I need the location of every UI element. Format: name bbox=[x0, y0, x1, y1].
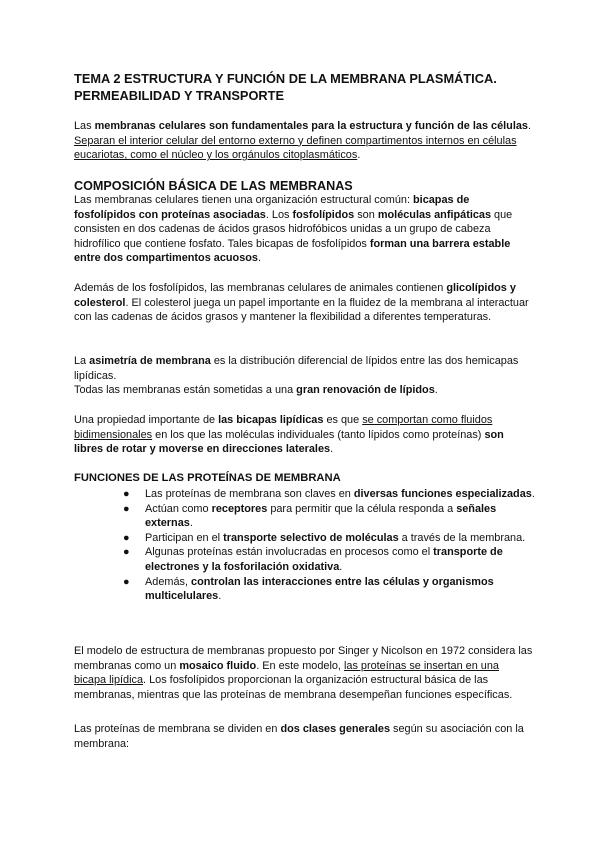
modelo-paragraph bbox=[74, 644, 534, 702]
para-text: Todas las membranas están sometidas a una bbox=[74, 384, 297, 397]
para-text: Las membranas celulares tienen una organización estructural común: bbox=[74, 194, 414, 206]
para-text: Las proteínas de membrana se dividen en bbox=[74, 723, 281, 735]
para-text: es que bbox=[323, 414, 363, 426]
para-bold: glicolípidos y colesterol bbox=[74, 282, 516, 309]
item-text: para permitir que la célula responda a bbox=[267, 502, 457, 515]
composicion-paragraph-3 bbox=[74, 354, 532, 398]
para-bold: forman una barrera estable entre dos compartimentos acuosos bbox=[74, 237, 511, 265]
para-bold: las bicapas lipídicas bbox=[218, 414, 324, 426]
para-text: . Los fosfolípidos proporcionan la organización estructural básica de las membranas, mientras que las proteínas de membrana desempeñan funciones específicas. bbox=[74, 674, 513, 701]
para-text: Además de los fosfolípidos, las membranas celulares de animales contienen bbox=[74, 282, 447, 294]
clases-paragraph bbox=[74, 722, 534, 751]
bullet-icon: ● bbox=[123, 546, 130, 559]
title-line-2: PERMEABILIDAD Y TRANSPORTE bbox=[74, 88, 284, 103]
section-heading-composicion: COMPOSICIÓN BÁSICA DE LAS MEMBRANAS bbox=[74, 179, 353, 193]
bullet-icon: ● bbox=[123, 502, 130, 515]
item-bold: receptores bbox=[211, 502, 268, 515]
item-bold: diversas funciones especializadas bbox=[353, 488, 532, 500]
para-bold: dos clases generales bbox=[280, 723, 391, 735]
para-text: según su asociación con la membrana: bbox=[74, 723, 524, 750]
para-bold: son libres de rotar y moverse en direcciones laterales bbox=[74, 428, 504, 456]
item-text: a través de la membrana. bbox=[398, 531, 526, 544]
para-underline: se comportan como fluidos bidimensionales bbox=[74, 414, 493, 441]
para-underline: las proteínas se insertan en una bicapa lipídica bbox=[74, 659, 499, 687]
intro-underline: Separan el interior celular del entorno externo y definen compartimentos internos en células eucariotas, como el núcleo y los orgánulos citoplasmáticos bbox=[74, 134, 517, 162]
funciones-list bbox=[74, 487, 534, 604]
para-text: El modelo de estructura de membranas propuesto por Singer y Nicolson en 1972 considera las membranas como un bbox=[74, 645, 533, 672]
item-text: . bbox=[189, 517, 193, 530]
composicion-paragraph-2 bbox=[74, 281, 534, 325]
para-text: . bbox=[434, 384, 438, 397]
section-heading-funciones: FUNCIONES DE LAS PROTEÍNAS DE MEMBRANA bbox=[74, 472, 341, 484]
intro-paragraph bbox=[74, 119, 536, 163]
para-line bbox=[74, 383, 532, 398]
list-item bbox=[74, 575, 535, 604]
para-text: es la distribución diferencial de lípidos entre las dos hemicapas lipídicas. bbox=[74, 355, 519, 382]
bullet-icon: ● bbox=[123, 488, 130, 500]
item-text: . bbox=[531, 488, 535, 500]
intro-text: Las bbox=[74, 120, 95, 132]
item-text: Además, bbox=[145, 575, 192, 588]
para-bold: asimetría de membrana bbox=[89, 355, 211, 367]
para-text: . bbox=[330, 443, 334, 456]
bullet-icon: ● bbox=[123, 575, 130, 588]
para-line bbox=[74, 354, 532, 383]
para-bold: mosaico fluido bbox=[179, 659, 257, 672]
para-text: que consisten en dos cadenas de ácidos grasos hidrofóbicos unidas a un grupo de cabeza hidrofílico que contiene fosfato. Tales bicapas de fosfolípidos bbox=[74, 208, 513, 250]
item-text: Algunas proteínas están involucradas en procesos como el bbox=[145, 546, 434, 559]
item-bold: transporte selectivo de moléculas bbox=[223, 531, 399, 544]
item-bold: señales externas bbox=[145, 502, 497, 530]
para-bold: bicapas de fosfolípidos con proteínas asociadas bbox=[74, 194, 470, 221]
para-text: en los que las moléculas individuales (tanto lípidos como proteínas) bbox=[152, 428, 485, 441]
list-item bbox=[74, 545, 535, 574]
para-text: . Los bbox=[265, 208, 293, 221]
page-title bbox=[74, 70, 544, 104]
item-bold: controlan las interacciones entre las células y organismos multicelulares bbox=[145, 575, 494, 603]
para-text: . En este modelo, bbox=[256, 659, 344, 672]
intro-bold: membranas celulares son fundamentales para la estructura y función de las células bbox=[94, 120, 528, 132]
intro-text: . bbox=[357, 149, 361, 162]
para-bold: fosfolípidos bbox=[292, 208, 355, 221]
list-item bbox=[74, 531, 535, 546]
bullet-icon: ● bbox=[123, 531, 130, 544]
composicion-paragraph-4 bbox=[74, 413, 534, 457]
item-text: Participan en el bbox=[145, 531, 224, 544]
list-item bbox=[74, 487, 535, 502]
list-item bbox=[74, 502, 535, 531]
title-line-1: TEMA 2 ESTRUCTURA Y FUNCIÓN DE LA MEMBRANA PLASMÁTICA. bbox=[74, 71, 497, 86]
composicion-paragraph-1 bbox=[74, 193, 532, 266]
para-bold: moléculas anfipáticas bbox=[377, 208, 492, 221]
item-bold: transporte de electrones y la fosforilación oxidativa bbox=[145, 546, 503, 573]
item-text: Las proteínas de membrana son claves en bbox=[145, 488, 354, 500]
item-text: . bbox=[339, 560, 343, 573]
intro-text: . bbox=[527, 120, 531, 132]
para-text: La bbox=[74, 355, 90, 367]
item-text: . bbox=[218, 590, 222, 603]
para-text: . bbox=[257, 252, 262, 265]
para-bold: gran renovación de lípidos bbox=[296, 384, 435, 397]
para-text: . El colesterol juega un papel importante en la fluidez de la membrana al interactuar con las cadenas de ácidos grasos y mantener la flexibilidad a diferentes temperaturas. bbox=[74, 296, 529, 324]
para-text: son bbox=[354, 208, 378, 221]
item-text: Actúan como bbox=[145, 502, 212, 515]
para-text: Una propiedad importante de bbox=[74, 414, 219, 426]
